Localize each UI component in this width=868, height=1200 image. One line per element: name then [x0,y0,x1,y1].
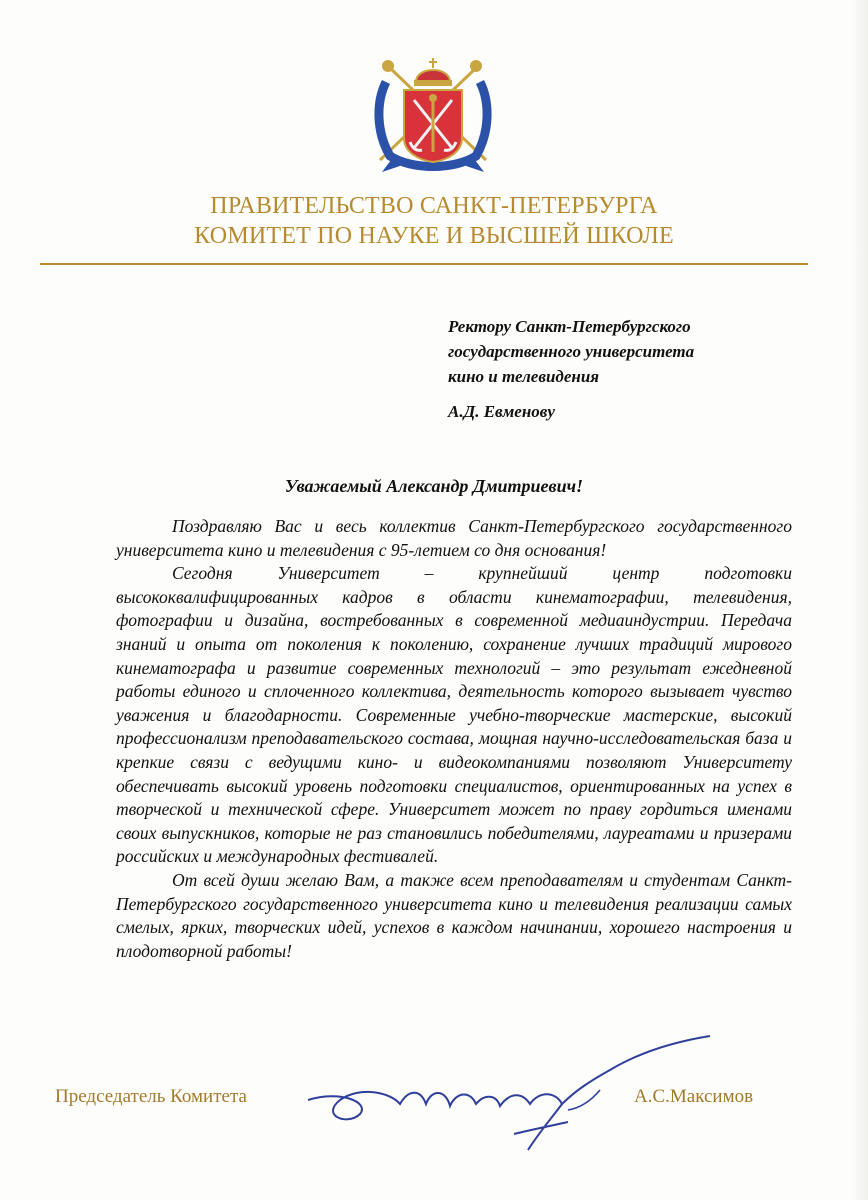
signatory-name: А.С.Максимов [634,1086,754,1107]
greeting: Уважаемый Александр Дмитриевич! [284,476,584,496]
body-paragraph: Сегодня Университет – крупнейший центр подготовки высококвалифицированных кадров в области кинематографии, телевидения, фотографии и дизайна, востребованных в современной медиаиндустрии. Передача знаний и опыта от поколения к поколению, сохранение лучших традиций мирового кинематографа и развитие современных технологий – это результат ежедневной работы единого и сплоченного коллектива, деятельность которого вызывает чувство уважения и благодарности. Современные учебно-творческие мастерские, высокий профессионализм преподавательского состава, мощная научно-исследовательская база и крепкие связи с ведущими кино- и видеокомпаниями позволяют Университету обеспечивать высокий уровень подготовки специалистов, ориентированных на успех в творческой и технической сфере. Университет может по праву гордиться именами своих выпускников, которые не раз становились победителями, лауреатами и призерами российских и международных фестивалей. [116,563,792,867]
letter-body [116,515,792,963]
header-divider [40,263,808,265]
organization-name: ПРАВИТЕЛЬСТВО САНКТ-ПЕТЕРБУРГА [210,193,658,219]
signatory-position: Председатель Комитета [55,1086,247,1107]
addressee-line: государственного университета [448,342,695,361]
committee-name: КОМИТЕТ ПО НАУКЕ И ВЫСШЕЙ ШКОЛЕ [194,223,674,249]
coat-of-arms-icon [372,52,494,180]
addressee-name: А.Д. Евменову [448,402,555,421]
addressee-line: Ректору Санкт-Петербургского [448,317,691,336]
paper-edge-shadow [850,0,868,1200]
body-paragraph: От всей души желаю Вам, а также всем преподавателям и студентам Санкт-Петербургского государственного университета кино и телевидения реализации самых смелых, ярких, творческих идей, успехов в каждом начинании, хорошего настроения и плодотворной работы! [116,869,792,961]
body-paragraph: Поздравляю Вас и весь коллектив Санкт-Петербургского государственного университета кино и телевидения с 95-летием со дня основания! [116,516,792,560]
addressee-block [448,314,788,389]
addressee-line: кино и телевидения [448,367,600,386]
